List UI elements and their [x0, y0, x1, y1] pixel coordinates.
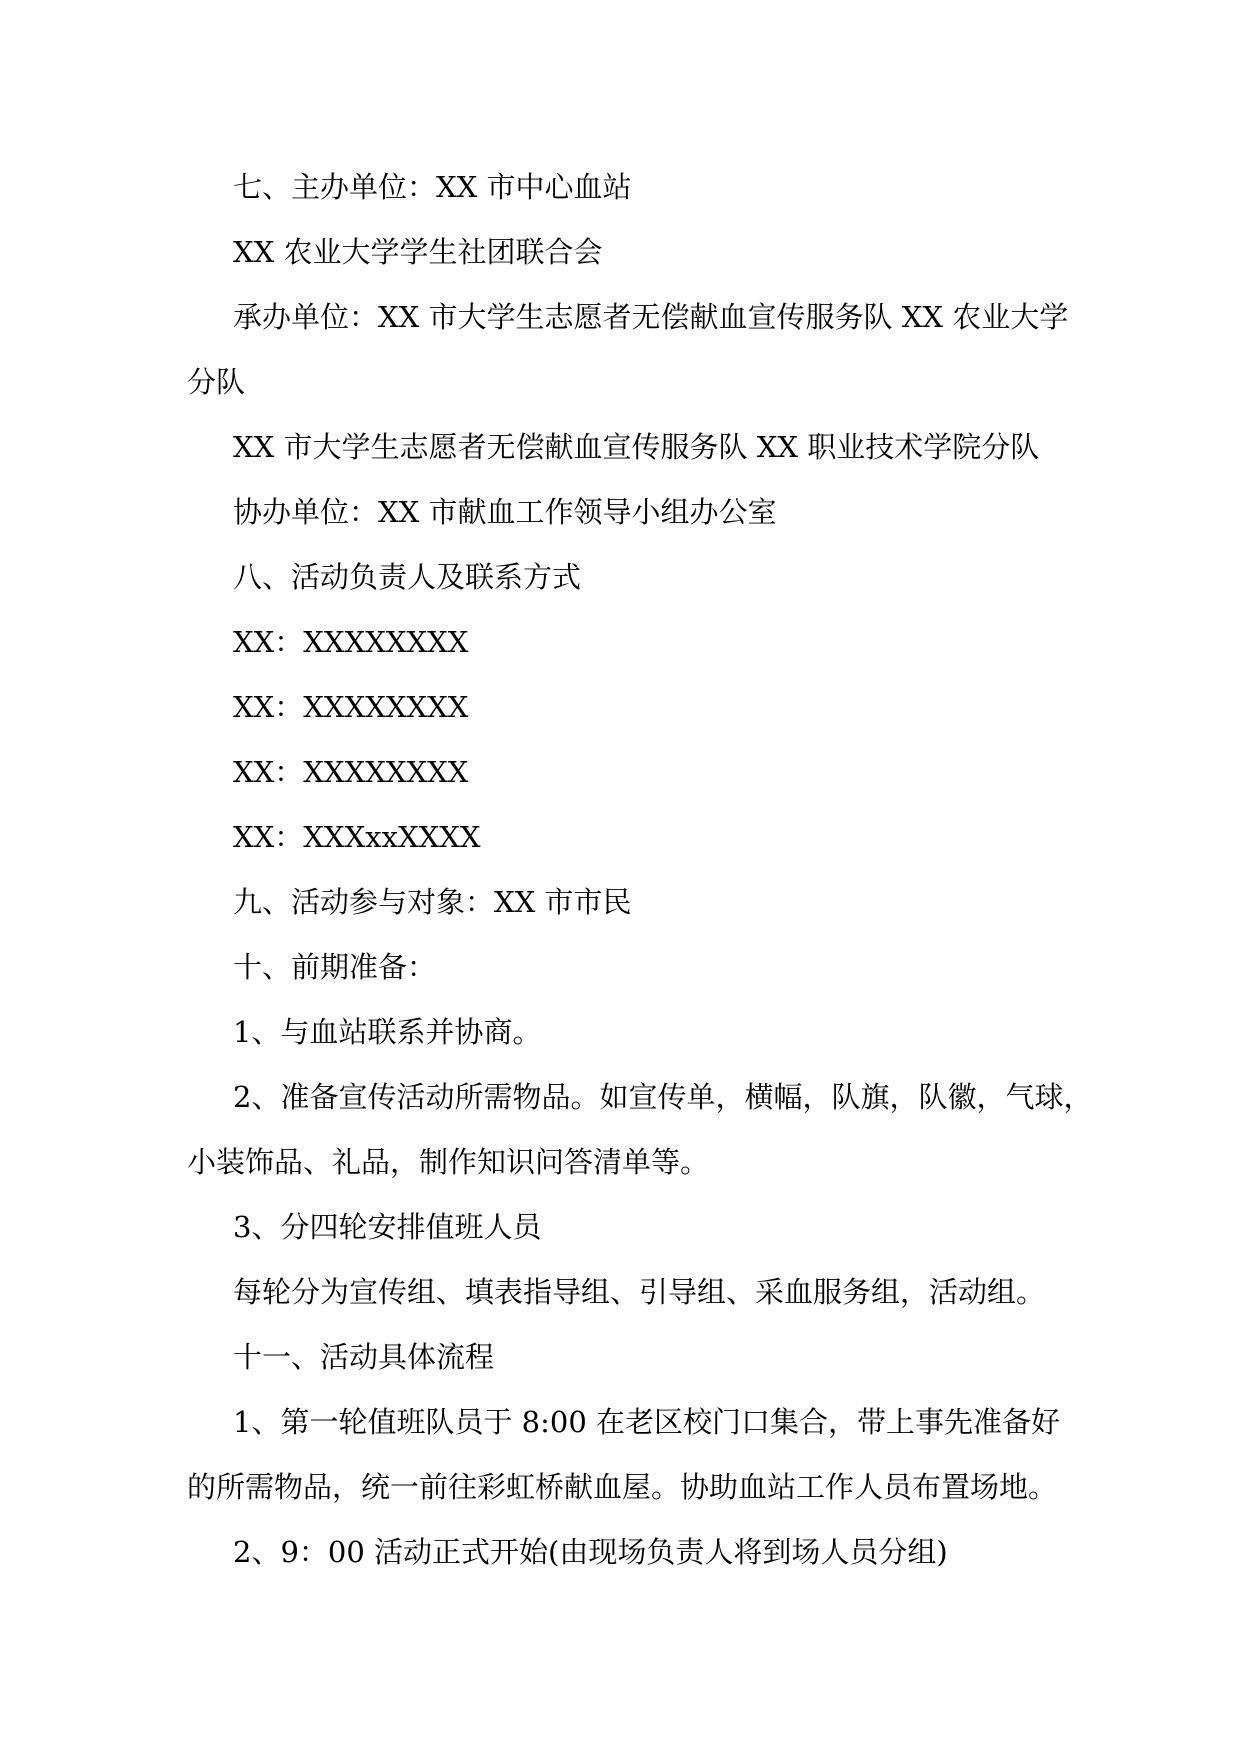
- section-heading-participants: 九、活动参与对象：XX 市市民: [233, 885, 632, 919]
- process-step-1: 1、第一轮值班队员于 8:00 在老区校门口集合，带上事先准备好: [233, 1405, 1061, 1439]
- contact-line-2: XX：XXXXXXXX: [233, 690, 469, 724]
- prep-item-1: 1、与血站联系并协商。: [233, 1015, 542, 1049]
- contact-line-3: XX：XXXXXXXX: [233, 755, 469, 789]
- paragraph-co-organizer: 协办单位：XX 市献血工作领导小组办公室: [233, 495, 777, 529]
- contact-line-4: XX：XXXxxXXXX: [233, 820, 481, 854]
- paragraph-host-unit-cont: 分队: [187, 365, 246, 399]
- paragraph-organizer-2: XX 农业大学学生社团联合会: [233, 235, 603, 269]
- section-heading-preparation: 十、前期准备：: [233, 950, 437, 984]
- contact-line-1: XX：XXXXXXXX: [233, 625, 469, 659]
- paragraph-organizer: 七、主办单位：XX 市中心血站: [233, 170, 632, 204]
- process-step-2: 2、9：00 活动正式开始(由现场负责人将到场人员分组): [233, 1535, 948, 1569]
- document-body: [187, 155, 1093, 1585]
- prep-item-2-cont: 小装饰品、礼品，制作知识问答清单等。: [187, 1145, 710, 1179]
- section-heading-process: 十一、活动具体流程: [233, 1340, 495, 1374]
- prep-item-3: 3、分四轮安排值班人员: [233, 1210, 542, 1244]
- process-step-1-cont: 的所需物品，统一前往彩虹桥献血屋。协助血站工作人员布置场地。: [187, 1470, 1058, 1504]
- prep-item-3-detail: 每轮分为宣传组、填表指导组、引导组、采血服务组，活动组。: [233, 1275, 1046, 1309]
- prep-item-2: 2、准备宣传活动所需物品。如宣传单，横幅，队旗，队徽，气球，: [233, 1080, 1093, 1114]
- section-heading-contacts: 八、活动负责人及联系方式: [233, 560, 582, 594]
- paragraph-host-unit-2: XX 市大学生志愿者无偿献血宣传服务队 XX 职业技术学院分队: [233, 430, 1040, 464]
- paragraph-host-unit: 承办单位：XX 市大学生志愿者无偿献血宣传服务队 XX 农业大学: [233, 300, 1069, 334]
